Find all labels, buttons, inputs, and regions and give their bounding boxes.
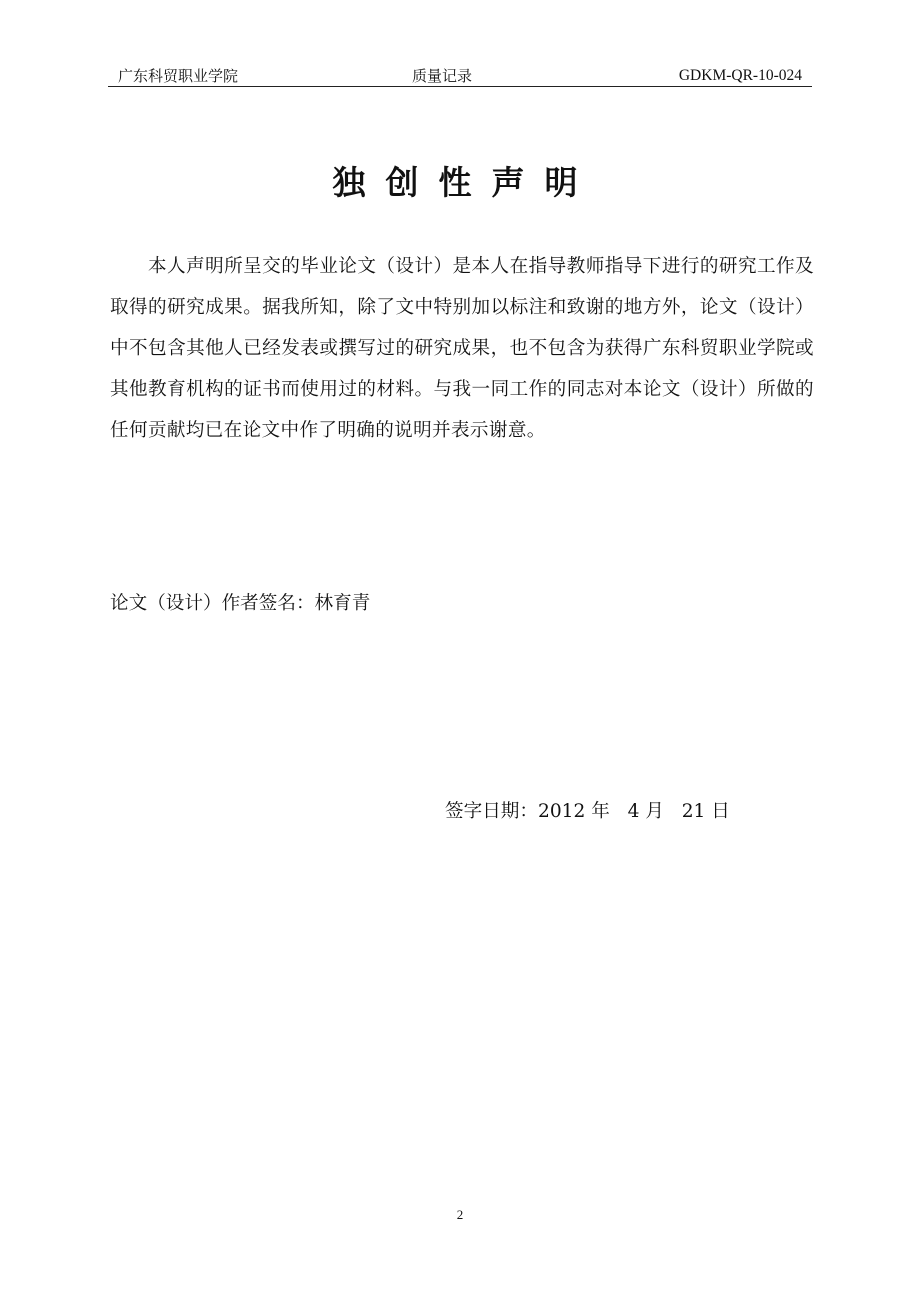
header-institution: 广东科贸职业学院 (118, 67, 239, 85)
date-month-unit: 月 (645, 801, 664, 822)
author-signature-line (110, 588, 370, 620)
page-header (108, 64, 812, 88)
declaration-body: 本人声明所呈交的毕业论文（设计）是本人在指导教师指导下进行的研究工作及取得的研究成果。据我所知，除了文中特别加以标注和致谢的地方外，论文（设计）中不包含其他人已经发表或撰写过的研究成果，也不包含为获得广东科贸职业学院或其他教育机构的证书而使用过的材料。与我一同工作的同志对本论文（设计）所做的任何贡献均已在论文中作了明确的说明并表示谢意。 (110, 256, 814, 441)
date-day: 21 (681, 801, 706, 822)
date-month: 4 (627, 801, 640, 822)
page-number: 2 (456, 1207, 464, 1222)
page-title: 独创性声明 (332, 163, 598, 202)
date-year-unit: 年 (591, 801, 610, 822)
signing-date-line (445, 796, 730, 828)
header-doc-code: GDKM-QR-10-024 (678, 67, 802, 84)
date-label: 签字日期： (445, 801, 538, 822)
header-record-type: 质量记录 (412, 67, 473, 85)
signature-name: 林育青 (314, 593, 371, 614)
date-year: 2012 (537, 801, 586, 822)
signature-label: 论文（设计）作者签名： (110, 593, 315, 614)
header-divider (108, 86, 812, 87)
date-day-unit: 日 (711, 801, 730, 822)
